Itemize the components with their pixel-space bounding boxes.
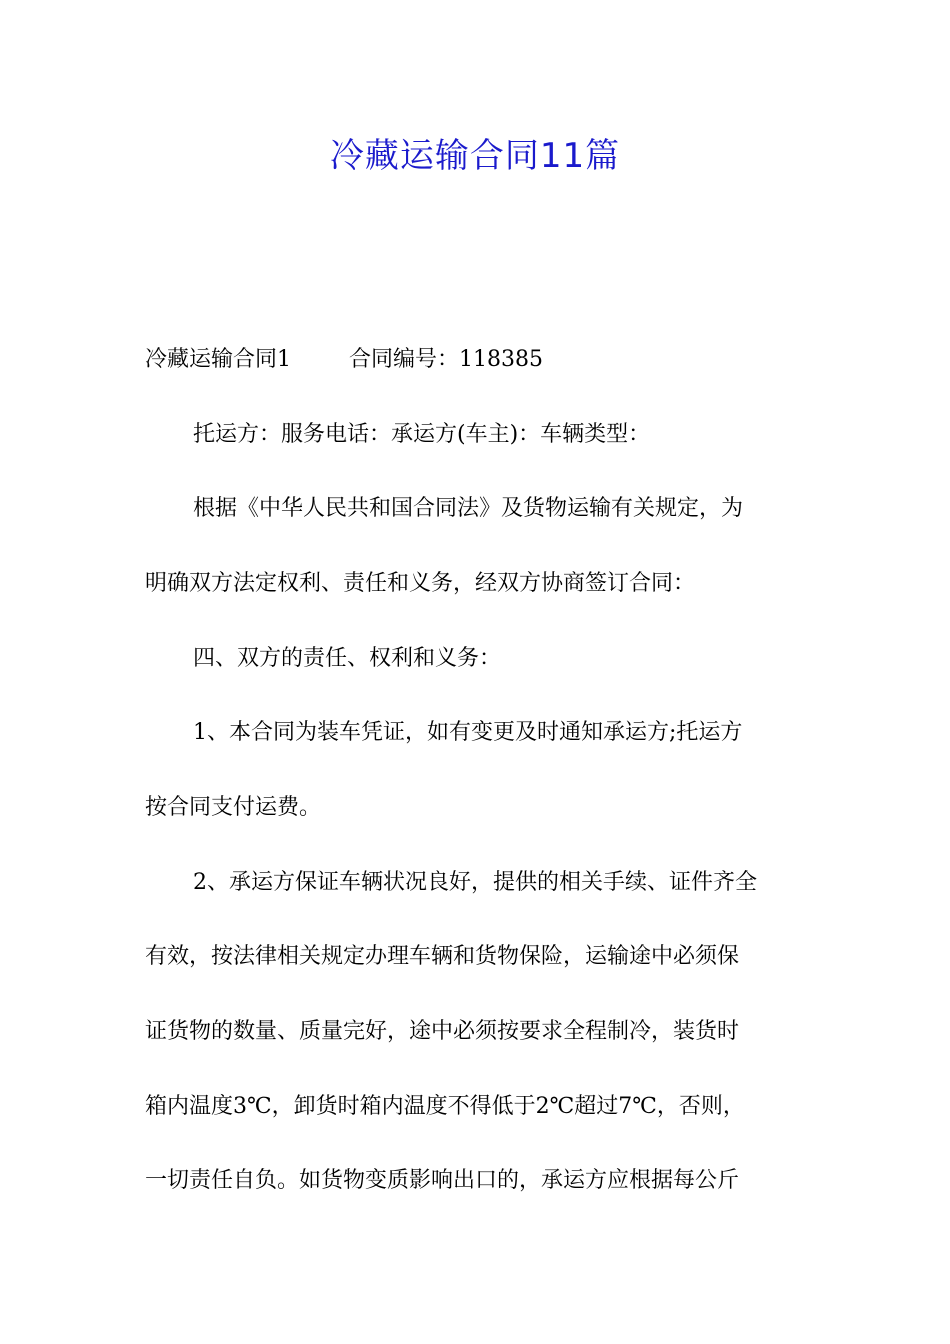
contract-number: 合同编号：118385 [349, 347, 543, 372]
paragraph-line: 按合同支付运费。 [145, 795, 322, 820]
document-title: 冷藏运输合同11篇 [329, 136, 621, 176]
contract-heading-line [145, 345, 805, 375]
paragraph-line: 证货物的数量、质量完好，途中必须按要求全程制冷，装货时 [145, 1019, 740, 1044]
paragraph-line: 箱内温度3℃，卸货时箱内温度不得低于2℃超过7℃，否则， [145, 1094, 745, 1119]
paragraph-line: 一切责任自负。如货物变质影响出口的，承运方应根据每公斤 [145, 1168, 740, 1193]
paragraph-line: 1、本合同为装车凭证，如有变更及时通知承运方;托运方 [193, 720, 743, 745]
paragraph-line: 2、承运方保证车辆状况良好，提供的相关手续、证件齐全 [193, 870, 757, 895]
paragraph-line: 根据《中华人民共和国合同法》及货物运输有关规定，为 [193, 496, 744, 521]
section-heading: 四、双方的责任、权利和义务： [193, 646, 502, 671]
contract-label: 冷藏运输合同1 [145, 347, 291, 372]
paragraph-line: 明确双方法定权利、责任和义务，经双方协商签订合同： [145, 571, 696, 596]
paragraph-line: 有效，按法律相关规定办理车辆和货物保险，运输途中必须保 [145, 944, 740, 969]
paragraph-line: 托运方：服务电话：承运方(车主)：车辆类型： [193, 422, 651, 447]
